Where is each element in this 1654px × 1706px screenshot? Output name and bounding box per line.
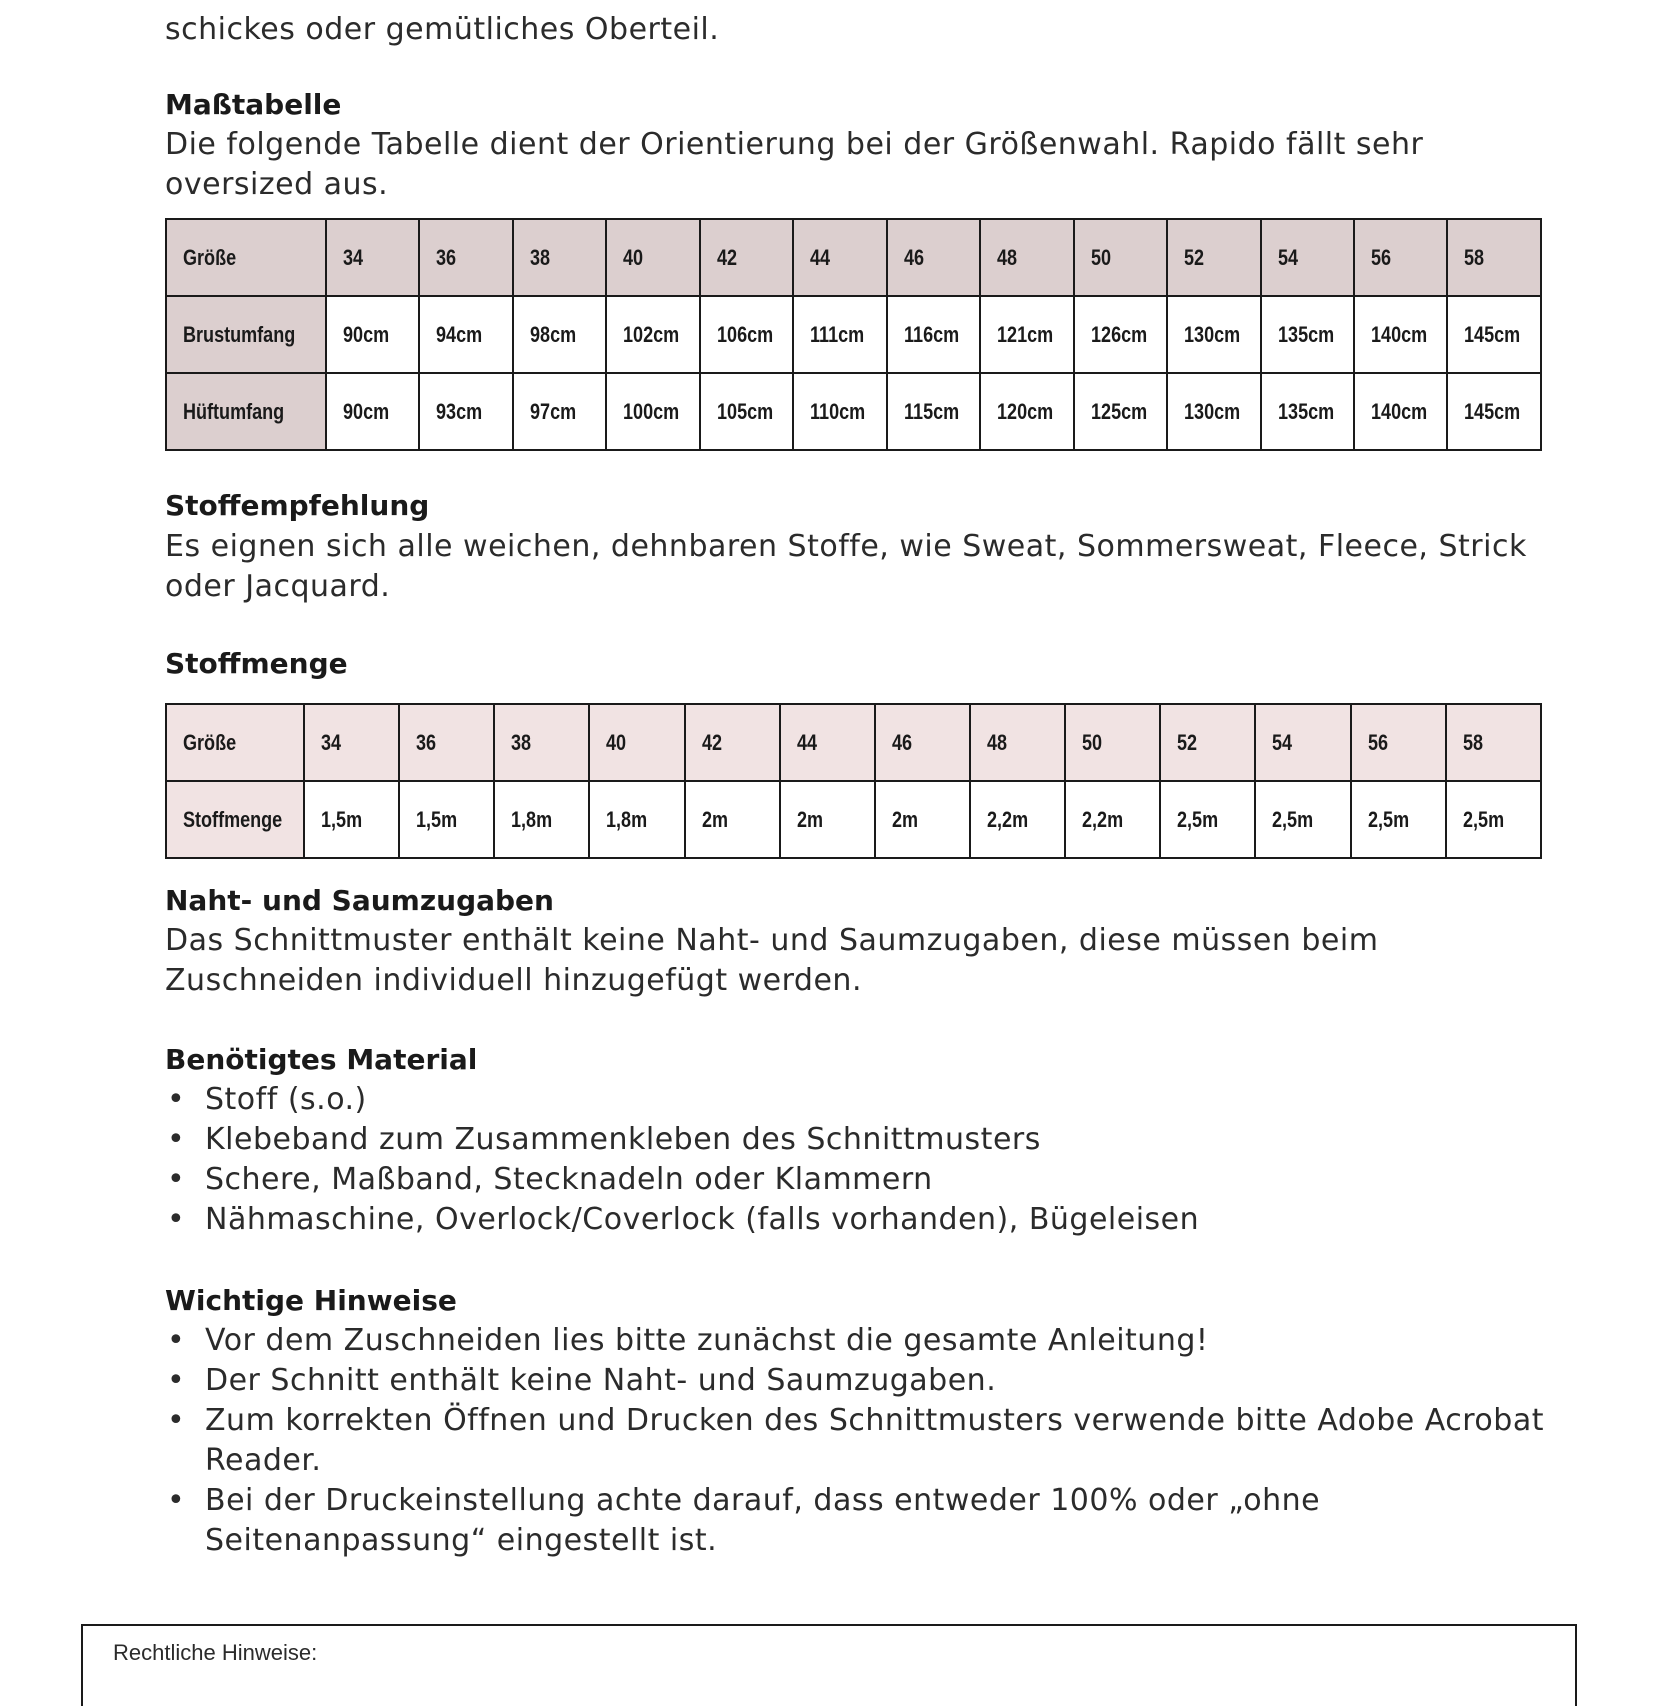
size-header-cell-text: 54 xyxy=(1272,729,1293,755)
bullet-icon: • xyxy=(167,1483,186,1518)
material-heading: Benötigtes Material xyxy=(165,1043,478,1076)
table-row xyxy=(166,296,1541,373)
table-cell-text: 106cm xyxy=(716,321,773,347)
size-header-cell xyxy=(326,219,419,296)
table-cell xyxy=(589,781,684,858)
table-cell-text: 2,2m xyxy=(1082,806,1124,832)
table-cell-text: 98cm xyxy=(529,321,577,347)
table-cell-text: 90cm xyxy=(343,321,390,347)
table-cell-text: 110cm xyxy=(810,398,866,424)
size-header-cell xyxy=(1351,704,1446,781)
table-cell xyxy=(1447,373,1541,450)
table-cell xyxy=(1446,781,1541,858)
size-header-cell-text: 56 xyxy=(1370,244,1392,270)
table-cell xyxy=(606,296,699,373)
table-cell-text: 116cm xyxy=(903,321,959,347)
list-item xyxy=(165,1361,1545,1401)
table-cell xyxy=(304,781,399,858)
size-header-cell xyxy=(1167,219,1260,296)
bullet-icon: • xyxy=(167,1122,186,1157)
table-cell xyxy=(494,781,589,858)
size-header-cell xyxy=(970,704,1065,781)
row-label-text: Stoffmenge xyxy=(183,806,283,832)
table-cell-text: 120cm xyxy=(997,398,1054,424)
table-cell-text: 121cm xyxy=(997,321,1054,347)
list-item-text: Nähmaschine, Overlock/Coverlock (falls vorhanden), Bügeleisen xyxy=(205,1202,1200,1237)
table-cell xyxy=(887,373,980,450)
size-header-cell xyxy=(494,704,589,781)
table-cell xyxy=(1167,373,1260,450)
size-header-cell xyxy=(793,219,886,296)
size-header-cell-text: 34 xyxy=(343,244,364,270)
table-cell-text: 1,8m xyxy=(606,806,648,832)
table-cell xyxy=(1160,781,1255,858)
table-cell-text: 2,2m xyxy=(986,806,1029,832)
table-cell xyxy=(1354,296,1447,373)
material-list xyxy=(165,1080,1545,1240)
size-header-cell-text: 44 xyxy=(796,729,817,755)
size-header-cell xyxy=(1446,704,1541,781)
list-item xyxy=(165,1481,1545,1561)
size-header-cell-text: 52 xyxy=(1177,729,1198,755)
size-header-cell-text: 56 xyxy=(1367,729,1388,755)
table-cell-text: 140cm xyxy=(1370,398,1428,424)
table-cell-text: 2m xyxy=(891,806,918,832)
table-cell xyxy=(399,781,494,858)
size-header-cell-text: 48 xyxy=(997,244,1018,270)
table-cell xyxy=(1255,781,1350,858)
row-label xyxy=(166,373,326,450)
masstabelle-text: Die folgende Tabelle dient der Orientierung bei der Größenwahl. Rapido fällt sehr oversized aus. xyxy=(165,127,1424,202)
table-cell xyxy=(1074,296,1167,373)
table-row xyxy=(166,373,1541,450)
table-cell-text: 93cm xyxy=(436,398,483,424)
size-header-cell-text: 46 xyxy=(903,244,924,270)
size-header-cell xyxy=(606,219,699,296)
table-cell xyxy=(875,781,970,858)
table-cell-text: 94cm xyxy=(436,321,483,347)
hinweise-heading: Wichtige Hinweise xyxy=(165,1284,457,1317)
size-header-cell-text: 38 xyxy=(529,244,550,270)
table-cell-text: 126cm xyxy=(1090,321,1147,347)
table-cell xyxy=(419,296,512,373)
list-item-text: Klebeband zum Zusammenkleben des Schnittmusters xyxy=(205,1122,1041,1157)
list-item xyxy=(165,1120,1545,1160)
size-header-cell-text: 44 xyxy=(810,244,831,270)
table-cell xyxy=(326,373,419,450)
table-cell xyxy=(700,373,793,450)
list-item-text: Der Schnitt enthält keine Naht- und Saumzugaben. xyxy=(205,1363,997,1398)
size-header-cell-text: 52 xyxy=(1184,244,1205,270)
size-header-label-text: Größe xyxy=(183,244,237,270)
bullet-icon: • xyxy=(167,1403,186,1438)
table-cell-text: 90cm xyxy=(343,398,390,424)
table-cell xyxy=(326,296,419,373)
size-header-cell xyxy=(1074,219,1167,296)
size-header-cell xyxy=(1261,219,1354,296)
size-header-cell-text: 48 xyxy=(986,729,1008,755)
list-item xyxy=(165,1080,1545,1120)
table-cell xyxy=(513,373,606,450)
table-cell xyxy=(980,373,1073,450)
table-cell xyxy=(970,781,1065,858)
table-cell xyxy=(685,781,780,858)
size-header-cell-text: 50 xyxy=(1090,244,1111,270)
stoffmenge-table xyxy=(165,703,1542,859)
table-cell-text: 130cm xyxy=(1184,321,1241,347)
size-header-cell xyxy=(399,704,494,781)
size-header-cell-text: 42 xyxy=(716,244,737,270)
size-header-cell xyxy=(700,219,793,296)
nahtzugaben-text: Das Schnittmuster enthält keine Naht- und Saumzugaben, diese müssen beim Zuschneiden individuell hinzugefügt werden. xyxy=(165,923,1379,998)
bullet-icon: • xyxy=(167,1202,186,1237)
table-cell-text: 2,5m xyxy=(1272,806,1314,832)
table-cell xyxy=(513,296,606,373)
size-header-cell xyxy=(685,704,780,781)
bullet-icon: • xyxy=(167,1323,186,1358)
legal-box xyxy=(81,1624,1577,1706)
size-header-label-text: Größe xyxy=(183,729,237,755)
size-header-cell xyxy=(513,219,606,296)
intro-line: schickes oder gemütliches Oberteil. xyxy=(165,12,720,47)
table-cell xyxy=(1167,296,1260,373)
size-header-cell xyxy=(1160,704,1255,781)
table-header-row xyxy=(166,704,1541,781)
size-header-cell-text: 38 xyxy=(511,729,532,755)
intro-fragment xyxy=(165,0,719,50)
size-header-cell-text: 36 xyxy=(416,729,437,755)
size-header-cell-text: 50 xyxy=(1082,729,1103,755)
table-cell-text: 2,5m xyxy=(1177,806,1219,832)
table-cell xyxy=(793,296,886,373)
size-header-cell-text: 36 xyxy=(436,244,457,270)
size-header-label xyxy=(166,219,326,296)
table-cell xyxy=(1065,781,1160,858)
size-header-label xyxy=(166,704,304,781)
table-cell xyxy=(1074,373,1167,450)
list-item xyxy=(165,1401,1545,1481)
table-cell xyxy=(1261,296,1354,373)
row-label xyxy=(166,781,304,858)
size-header-cell xyxy=(1354,219,1447,296)
table-cell-text: 125cm xyxy=(1090,398,1147,424)
table-cell-text: 115cm xyxy=(903,398,959,424)
size-header-cell xyxy=(1255,704,1350,781)
row-label-text: Hüftumfang xyxy=(183,398,285,424)
stoffempfehlung-text: Es eignen sich alle weichen, dehnbaren Stoffe, wie Sweat, Sommersweat, Fleece, Strick oder Jacquard. xyxy=(165,529,1527,604)
table-cell-text: 145cm xyxy=(1464,321,1521,347)
list-item xyxy=(165,1321,1545,1361)
table-cell xyxy=(980,296,1073,373)
table-cell-text: 145cm xyxy=(1464,398,1521,424)
list-item-text: Zum korrekten Öffnen und Drucken des Schnittmusters verwende bitte Adobe Acrobat Reader. xyxy=(205,1403,1544,1478)
mass-table xyxy=(165,218,1542,451)
nahtzugaben-heading: Naht- und Saumzugaben xyxy=(165,884,554,917)
table-cell xyxy=(1351,781,1446,858)
table-cell-text: 135cm xyxy=(1277,398,1334,424)
table-cell-text: 135cm xyxy=(1277,321,1334,347)
table-cell-text: 2,5m xyxy=(1367,806,1409,832)
masstabelle-heading: Maßtabelle xyxy=(165,88,342,121)
stoffmenge-heading: Stoffmenge xyxy=(165,647,348,680)
list-item-text: Schere, Maßband, Stecknadeln oder Klammern xyxy=(205,1162,933,1197)
table-cell-text: 111cm xyxy=(810,321,865,347)
bullet-icon: • xyxy=(167,1162,186,1197)
table-row xyxy=(166,781,1541,858)
table-cell-text: 2m xyxy=(796,806,823,832)
table-cell-text: 140cm xyxy=(1370,321,1428,347)
size-header-cell xyxy=(875,704,970,781)
list-item-text: Vor dem Zuschneiden lies bitte zunächst die gesamte Anleitung! xyxy=(205,1323,1209,1358)
size-header-cell xyxy=(589,704,684,781)
table-cell-text: 1,5m xyxy=(321,806,363,832)
table-cell-text: 105cm xyxy=(716,398,773,424)
stoffempfehlung-heading: Stoffempfehlung xyxy=(165,489,430,522)
table-cell xyxy=(780,781,875,858)
bullet-icon: • xyxy=(167,1082,186,1117)
table-cell-text: 1,8m xyxy=(511,806,553,832)
row-label xyxy=(166,296,326,373)
table-cell-text: 2,5m xyxy=(1462,806,1504,832)
table-cell xyxy=(700,296,793,373)
table-cell-text: 1,5m xyxy=(416,806,458,832)
row-label-text: Brustumfang xyxy=(183,321,296,347)
legal-label: Rechtliche Hinweise: xyxy=(113,1640,318,1665)
size-header-cell-text: 42 xyxy=(701,729,722,755)
table-cell-text: 97cm xyxy=(529,398,577,424)
table-cell-text: 2m xyxy=(701,806,728,832)
size-header-cell-text: 58 xyxy=(1462,729,1483,755)
list-item-text: Bei der Druckeinstellung achte darauf, dass entweder 100% oder „ohne Seitenanpassung“ eingestellt ist. xyxy=(205,1483,1321,1558)
size-header-cell xyxy=(780,704,875,781)
table-cell-text: 100cm xyxy=(623,398,680,424)
table-cell xyxy=(1261,373,1354,450)
size-header-cell-text: 46 xyxy=(891,729,912,755)
size-header-cell xyxy=(1447,219,1541,296)
table-header-row xyxy=(166,219,1541,296)
table-cell xyxy=(887,296,980,373)
size-header-cell-text: 40 xyxy=(623,244,644,270)
table-cell xyxy=(1354,373,1447,450)
list-item xyxy=(165,1160,1545,1200)
bullet-icon: • xyxy=(167,1363,186,1398)
size-header-cell xyxy=(419,219,512,296)
size-header-cell-text: 34 xyxy=(321,729,342,755)
table-cell-text: 102cm xyxy=(623,321,680,347)
size-header-cell-text: 54 xyxy=(1277,244,1298,270)
list-item xyxy=(165,1200,1545,1240)
table-cell-text: 130cm xyxy=(1184,398,1241,424)
size-header-cell xyxy=(980,219,1073,296)
size-header-cell-text: 40 xyxy=(606,729,627,755)
table-cell xyxy=(606,373,699,450)
size-header-cell xyxy=(887,219,980,296)
table-cell xyxy=(793,373,886,450)
list-item-text: Stoff (s.o.) xyxy=(205,1082,367,1117)
table-cell xyxy=(1447,296,1541,373)
table-cell xyxy=(419,373,512,450)
hinweise-list xyxy=(165,1321,1545,1561)
size-header-cell xyxy=(304,704,399,781)
size-header-cell xyxy=(1065,704,1160,781)
size-header-cell-text: 58 xyxy=(1464,244,1485,270)
